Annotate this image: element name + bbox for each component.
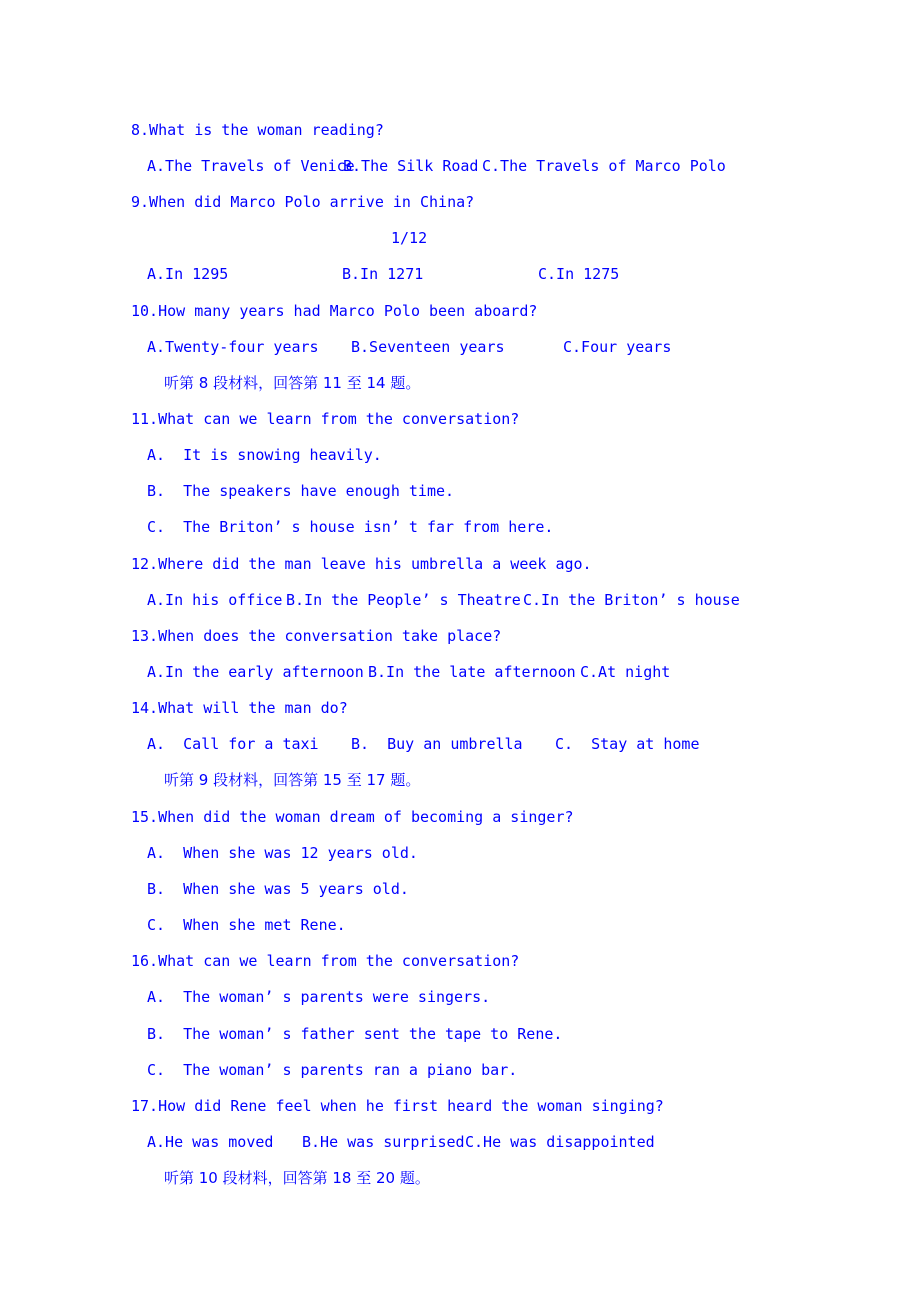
q12-option-c: C.In the Briton’ s house xyxy=(523,591,740,609)
q8-option-a: A.The Travels of Venice xyxy=(147,157,355,175)
q11-option-b: B. The speakers have enough time. xyxy=(147,482,455,500)
section-heading-8: 听第 8 段材料，回答第 11 至 14 题。 xyxy=(164,374,421,392)
q15-option-b: B. When she was 5 years old. xyxy=(147,880,409,898)
question-8: 8.What is the woman reading? xyxy=(131,121,384,139)
section-heading-9: 听第 9 段材料，回答第 15 至 17 题。 xyxy=(164,771,421,789)
q16-option-c: C. The woman’ s parents ran a piano bar. xyxy=(147,1061,518,1079)
q13-option-b: B.In the late afternoon xyxy=(368,663,576,681)
question-15: 15.When did the woman dream of becoming a singer? xyxy=(131,808,574,826)
q12-option-b: B.In the People’ s Theatre xyxy=(286,591,521,609)
question-16: 16.What can we learn from the conversation? xyxy=(131,952,520,970)
q9-option-a: A.In 1295 xyxy=(147,265,229,283)
q9-option-b: B.In 1271 xyxy=(342,265,424,283)
question-10: 10.How many years had Marco Polo been aboard? xyxy=(131,302,538,320)
q17-option-c: C.He was disappointed xyxy=(465,1133,655,1151)
q15-option-a: A. When she was 12 years old. xyxy=(147,844,418,862)
q17-option-b: B.He was surprised xyxy=(302,1133,465,1151)
q8-option-c: C.The Travels of Marco Polo xyxy=(482,157,726,175)
question-11: 11.What can we learn from the conversation? xyxy=(131,410,520,428)
q16-option-b: B. The woman’ s father sent the tape to Rene. xyxy=(147,1025,563,1043)
q13-option-c: C.At night xyxy=(580,663,671,681)
question-12: 12.Where did the man leave his umbrella a week ago. xyxy=(131,555,592,573)
q8-option-b: B.The Silk Road xyxy=(343,157,479,175)
page-number: 1/12 xyxy=(391,229,428,247)
q17-option-a: A.He was moved xyxy=(147,1133,274,1151)
q12-option-a: A.In his office xyxy=(147,591,283,609)
question-13: 13.When does the conversation take place? xyxy=(131,627,502,645)
q10-option-b: B.Seventeen years xyxy=(351,338,505,356)
q10-option-c: C.Four years xyxy=(563,338,672,356)
q14-option-a: A. Call for a taxi xyxy=(147,735,319,753)
question-9: 9.When did Marco Polo arrive in China? xyxy=(131,193,475,211)
q13-option-a: A.In the early afternoon xyxy=(147,663,364,681)
section-heading-10: 听第 10 段材料，回答第 18 至 20 题。 xyxy=(164,1169,430,1187)
q9-option-c: C.In 1275 xyxy=(538,265,620,283)
q14-option-b: B. Buy an umbrella xyxy=(351,735,523,753)
question-17: 17.How did Rene feel when he first heard the woman singing? xyxy=(131,1097,664,1115)
q15-option-c: C. When she met Rene. xyxy=(147,916,346,934)
q11-option-c: C. The Briton’ s house isn’ t far from here. xyxy=(147,518,554,536)
q10-option-a: A.Twenty-four years xyxy=(147,338,319,356)
q16-option-a: A. The woman’ s parents were singers. xyxy=(147,988,491,1006)
question-14: 14.What will the man do? xyxy=(131,699,348,717)
q14-option-c: C. Stay at home xyxy=(555,735,700,753)
q11-option-a: A. It is snowing heavily. xyxy=(147,446,382,464)
